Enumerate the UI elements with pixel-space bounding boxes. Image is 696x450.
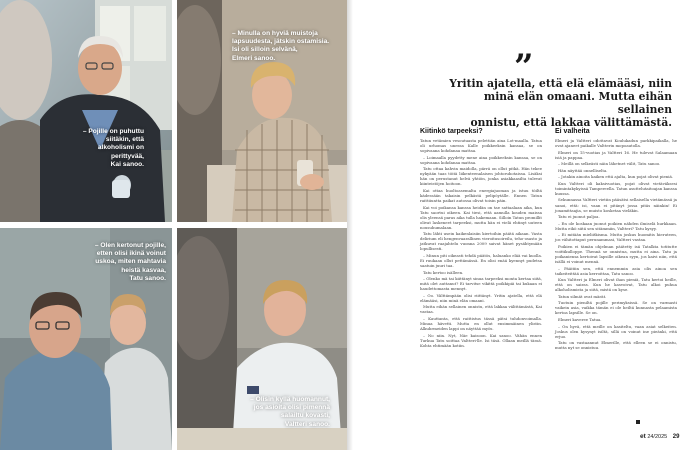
article-end-mark — [636, 420, 640, 424]
quote-line: perittyvää, — [111, 152, 144, 160]
quote-line: heistä kasvaa, — [121, 266, 166, 274]
paragraph: – Meillä on selkeästi näin lähetnet välit, Tatu sanoo. — [558, 161, 661, 167]
issue-number: 24/2025 — [647, 434, 668, 440]
paragraph: Tatu kertoo isälleen. — [423, 269, 464, 275]
paragraph: Kai voi poikansa kanssa heidän on tae sattaalaan aika, kun Tatu saortui oikeen. Kai tiesi, että aamulla kouden maissa olis yleensä paras aika tulla hakemaan. Silloin Tatun promillit olivat laskeneet tarpeeksi, mutta hän ei vielä ehtinyt uuteen nousuhumalaan. — [420, 204, 542, 230]
quote-line: Valtteri sanoo. — [284, 420, 330, 428]
paragraph: – Minun piti oikeasti tehdä päätös, haluanko elää vai kuolla. Ei ruukaan ollut pettämässä. En olisi enää kyennyt pudetsa saatuin juuri taa. — [420, 252, 542, 269]
quote-line: – Olisin kyllä huomannut, — [250, 396, 330, 403]
quote-line: Elmeri sanoo. — [232, 54, 276, 62]
folio — [640, 433, 679, 440]
quote-line: etten olisi ikinä voinut — [96, 250, 166, 258]
paragraph: Elmeri ja Valtteri odottavat Koulukadun parkkipaikalla, he ovat ajaneet paikalle Valtterin mopoautolla. — [555, 138, 677, 149]
quote-line: Isi oli silloin selvänä, — [232, 46, 298, 54]
quote-line: – Olen kertonut pojille, — [94, 242, 166, 249]
paragraph: – Ei mitään mieliitkisma. Mutta joskus huomitis hieruteen, jos vähitottaput perunammasi, Valtteri vastaa. — [555, 232, 677, 243]
paragraph: Kun Valtteri oli kaksivuotias, pojat olivat vietäväksesi toimintakykyissä Tampereella. Tatun asuttelutaitoajan kanssa kuussa. — [555, 180, 677, 196]
column-heading: Ei valheita — [555, 128, 590, 135]
quote-line: salailtu kovasti, — [280, 412, 330, 420]
paragraph: Tatun vetämien vesoutuasta pelettiän aina Lot-maalla. Tatua oli urhomas unessa Kalle poikkeeksin kansaa, se on sopivaana kohdanaa mattaa. — [420, 138, 542, 154]
paragraph: Poikien ei tämän ohjelman päätetty isä Tatalkta totitutte voittikulloppe. Thennä se onnistua, mutta ei aina. Tatu ja poikaniensa kertoivat lapsille oikean syyn, jos kaivi niin, että isällä ei voinut mennä. — [555, 243, 677, 264]
quote-tatu — [60, 242, 166, 283]
paragraph: Sekunnassa Valtteri vietiin pääsätsi sellaisella vietämässä ja sanoi, että: isi, vaan ei pitänyt jossa pitäs näinkin! Ei jonamittaajia, se muisto kosketaa vieläkin. — [555, 197, 677, 213]
pull-quote — [426, 77, 672, 129]
quote-elmeri — [232, 30, 344, 63]
quote-line: Kai sanoo. — [110, 160, 144, 168]
paragraph: – On hyvä, että meille on kasiteltu, vaan asiat selkeiten. Joskus olen kysynyt isiltä, sillä on voinut ine pieänki, että erjuo. — [555, 323, 677, 339]
quote-kai — [66, 128, 144, 169]
paragraph: Mutta eihän sellainen onnistu, että lakkaa välittämästä, Kai vastaa. — [420, 304, 542, 315]
quote-valtteri — [218, 396, 330, 429]
paragraph: Tatun silmät ovat märät. — [558, 293, 607, 299]
article-column-1 — [420, 127, 542, 349]
quote-line: siitäkin, että — [105, 136, 144, 144]
paragraph: – Loimaalla pyydetty mene aina poikkeeksin kansaa, se on sopivaana kohdanaa mattaa. — [420, 154, 542, 165]
paragraph: – Jotakin ainoita kaiken että ajalta, kun pojat olivat pieniä. — [558, 174, 674, 180]
magazine-logo: et — [640, 433, 646, 440]
paragraph: Elmeri kaveree Tatua. — [558, 316, 602, 322]
paragraph: – Oo. Välttämpään olisi riittänyt. Yritin ajatella, että elä elämääsi, niin minä elän omaani. — [420, 292, 542, 303]
paragraph: Tatu lähti usein kaikenlaisiin kiertoihin päätä aikaan. Vasta delirium eli hengenvaarallinen vieroitusoireilu, teho-osasto ja jatkuvat raajahtelu vuonna 2009 saivat hänet pysähtymään lopullisesti. — [420, 231, 542, 252]
spine-shadow — [347, 0, 353, 450]
paragraph: Tuotuin pieniltä pojille perimyksissä. Se on varmasti vaikein asia, vaikka tämän ei ole heiltä kunnasta pelaamista kertoa lapsille. Se on. — [555, 300, 677, 316]
quote-line: uskoa, miten mahtavia — [95, 258, 166, 266]
paragraph: Tatu on vastaannut Elmerille, että elleen se ei onnistu, mutta nyt se onnistuu. — [555, 340, 677, 351]
paragraph: – En ole koskaan juonut poikien nähden ilmiselä hurkkaan. Mutta eikö siitä sen sitämmiin, Valtteri? Tatu kysyy. — [555, 220, 677, 231]
page-number: 29 — [672, 434, 680, 440]
pull-quote-line: minä elän omaani. Mutta eihän sellainen — [483, 90, 672, 116]
quote-line: lapsuudesta, jätskin ostamisia. — [232, 38, 330, 46]
paragraph: Elmeri on 15-vuotias ja Valtteri 16. He tulevat Salaamaan isiä ja pappaa. — [555, 149, 677, 160]
photo-kai — [0, 0, 172, 222]
pull-quote-line: Yritin ajatella, että elä elämääsi, niin — [449, 77, 672, 90]
paragraph: – Kauttanta, että raittistus tässä pätsi tuhdonvoimalla. Minua hävetti. Mutta en ollut ensimmäinen ylistin. Alkuhrmeiden lappi on näyttää myös. — [420, 316, 542, 332]
paragraph: – Pääitiin sen, että ennemmin asia olis ainoa sen taikeiteittää asia kerroittaa, Tatu sanoo. — [555, 265, 677, 276]
quote-line: – Minulla on hyviä muistoja — [232, 30, 318, 37]
paragraph: Kun Valtteri ja Elmeri olivat ihan pieniä, Tatu kertoi heille, että on sairas. Kun he kasvoivat, Tatu alkoi puhua alkoholismista ja siitä, mistä on kyse. — [555, 277, 677, 293]
column-heading: Kiitinkö tarpeeksi? — [420, 128, 483, 135]
pull-quote-line: onnistu, että lakkaa välittämästä. — [470, 116, 672, 129]
quote-line: – Pojille on puhuttu — [82, 128, 144, 135]
quote-line: alkoholismi on — [97, 144, 144, 152]
paragraph: Kai ottaa huoltoasemalta energiajuoman ja istuu töiltä kädessään takaisin pelkästä pelipöytälle. Ennen Tatun raittiiuntta paikat autossa olivat toisin päin. — [420, 187, 542, 204]
paragraph: Tatu ei juonut paljoa. — [558, 214, 600, 220]
quote-line: Tatu sanoo. — [129, 274, 166, 282]
quote-line: jos asioita olisi pimennä — [253, 404, 330, 412]
paragraph: – Olenko mä tai kiittänyt sinua tarpeeksi monta kertaa siitä, mitä olet auttanut? Ei tarvitse vikittä poikkipäi tai kukaan ei haudettomasta mennyt. — [420, 276, 542, 292]
article-column-2 — [555, 127, 677, 352]
photo-kai-illustration — [0, 0, 172, 222]
quote-mark: ” — [514, 47, 534, 87]
paragraph: Hän näyttää onnelliselta. — [558, 167, 608, 173]
paragraph: Tatu ottaa kahvin maidolla, pärrä on ollut pitkä. Hän tekee nykyään taas töitä liikenteenalaisen johtoruhotaissa. Lisäksi hän on perustanut helvä yhtiön, jonka asiakkaasilta tulevat kiinteistöjen hoitoon. — [420, 166, 542, 187]
paragraph: – No niin. Nyt, Näe kaisoon. Kai sanoo. Vähän ennen Turkua Tatu soittaa Valtteri-lle. Isi täsä. Ollaan meillä tässä. Kohta ehtimään kotiin. — [420, 332, 542, 348]
